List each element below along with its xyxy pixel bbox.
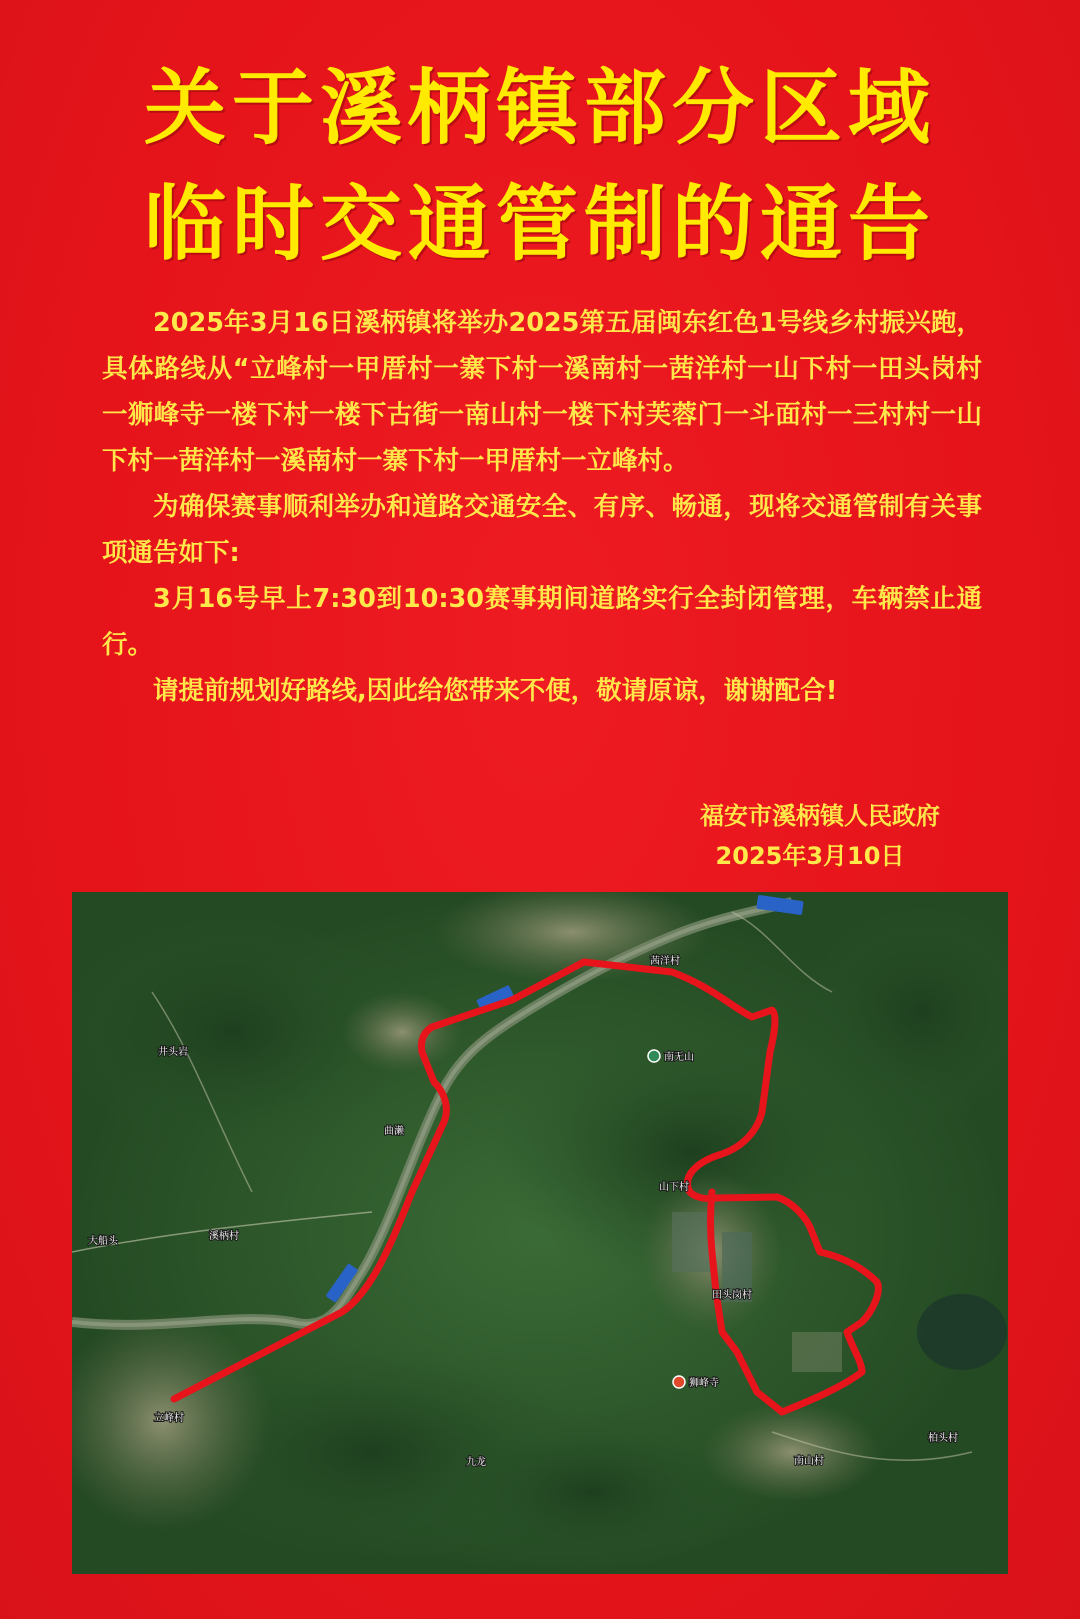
map-label-xiyangcun: 茜洋村 xyxy=(650,956,680,967)
issue-date: 2025年3月10日 xyxy=(715,842,905,870)
map-label-baitoucun: 柏头村 xyxy=(928,1433,958,1444)
map-label-jiulong: 九龙 xyxy=(466,1457,486,1468)
cleared-area xyxy=(342,992,462,1072)
temple-marker-icon xyxy=(673,1376,685,1388)
map-label-shanxiacun: 山下村 xyxy=(659,1182,689,1193)
satellite-map xyxy=(72,892,1008,1574)
map-label-jingtouyan: 井头岩 xyxy=(158,1047,188,1058)
title-line-2: 临时交通管制的通告 xyxy=(143,176,936,272)
paragraph-apology: 请提前规划好路线,因此给您带来不便，敬请原谅，谢谢配合! xyxy=(153,676,838,706)
map-label-lifengcun: 立峰村 xyxy=(154,1413,184,1424)
paragraph-purpose: 为确保赛事顺利举办和道路交通安全、有序、畅通，现将交通管制有关事项通告如下: xyxy=(102,492,982,568)
title-line-1: 关于溪柄镇部分区域 xyxy=(143,60,936,156)
paragraph-route: 2025年3月16日溪柄镇将举办2025第五届闽东红色1号线乡村振兴跑，具体路线从“立峰村一甲厝村一寨下村一溪南村一茜洋村一山下村一田头岗村一狮峰寺一楼下村一楼下古街一南山村一楼下村芙蓉门一斗面村一三村村一山下村一茜洋村一溪南村一寨下村一甲厝村一立峰村。 xyxy=(102,308,982,476)
route-map xyxy=(72,892,1008,1574)
farm-plot xyxy=(792,1332,842,1372)
map-label-qulai: 曲濑 xyxy=(384,1126,404,1137)
forest-ridge xyxy=(432,1412,752,1572)
map-label-dachuantou: 大船头 xyxy=(88,1236,118,1247)
map-label-tiantougangcun: 田头岗村 xyxy=(712,1290,752,1301)
map-label-nanwushan: 南无山 xyxy=(664,1052,694,1063)
map-label-xibingcun: 溪柄村 xyxy=(209,1231,239,1242)
town-area xyxy=(702,1402,882,1502)
mountain-marker-icon xyxy=(648,1050,660,1062)
issuer-name: 福安市溪柄镇人民政府 xyxy=(700,802,940,830)
farm-plot xyxy=(672,1212,712,1272)
map-label-nanshancun: 南山村 xyxy=(794,1456,824,1467)
map-label-shifengsi: 狮峰寺 xyxy=(689,1378,719,1389)
notice-body xyxy=(102,300,982,714)
lake xyxy=(917,1294,1007,1370)
paragraph-schedule: 3月16号早上7:30到10:30赛事期间道路实行全封闭管理，车辆禁止通行。 xyxy=(102,584,982,660)
